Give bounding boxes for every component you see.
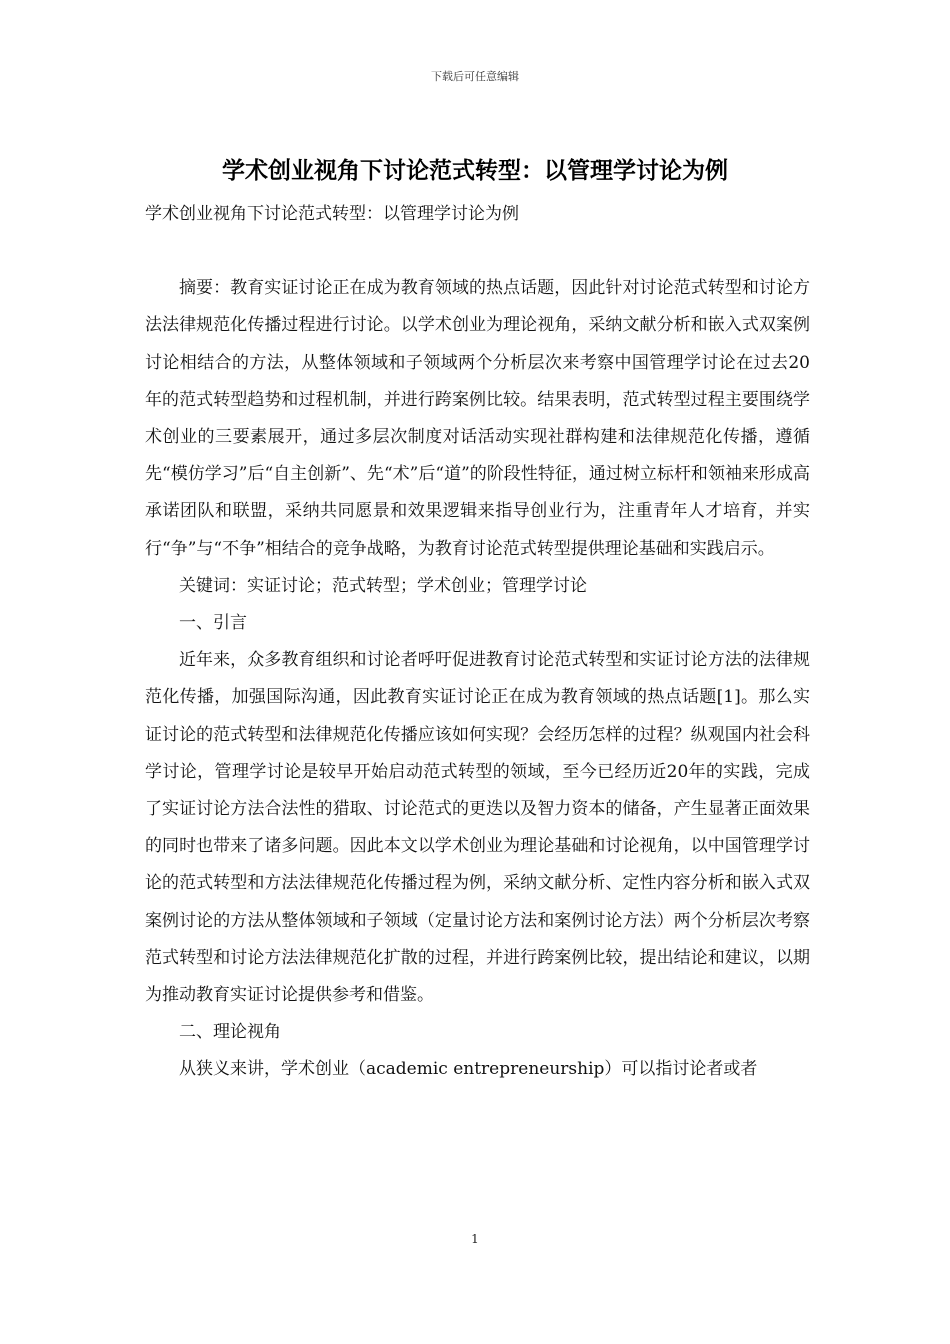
document-title: 学术创业视角下讨论范式转型：以管理学讨论为例 xyxy=(222,157,728,184)
introduction-paragraph: 近年来，众多教育组织和讨论者呼吁促进教育讨论范式转型和实证讨论方法的法律规范化传播，加强国际沟通，因此教育实证讨论正在成为教育领域的热点话题[1]。那么实证讨论的范式转型和法律规范化传播应该如何实现？会经历怎样的过程？纵观国内社会科学讨论，管理学讨论是较早开始启动范式转型的领域，至今已经历近20年的实践，完成了实证讨论方法合法性的猎取、讨论范式的更迭以及智力资本的储备，产生显著正面效果的同时也带来了诸多问题。因此本文以学术创业为理论基础和讨论视角，以中国管理学讨论的范式转型和方法法律规范化传播过程为例，采纳文献分析、定性内容分析和嵌入式双案例讨论的方法从整体领域和子领域（定量讨论方法和案例讨论方法）两个分析层次考察范式转型和讨论方法法律规范化扩散的过程，并进行跨案例比较，提出结论和建议，以期为推动教育实证讨论提供参考和借鉴。 xyxy=(145,650,810,1006)
document-subtitle: 学术创业视角下讨论范式转型：以管理学讨论为例 xyxy=(145,204,519,224)
abstract-paragraph: 摘要：教育实证讨论正在成为教育领域的热点话题，因此针对讨论范式转型和讨论方法法律规范化传播过程进行讨论。以学术创业为理论视角，采纳文献分析和嵌入式双案例讨论相结合的方法，从整体领域和子领域两个分析层次来考察中国管理学讨论在过去20年的范式转型趋势和过程机制，并进行跨案例比较。结果表明，范式转型过程主要围绕学术创业的三要素展开，通过多层次制度对话活动实现社群构建和法律规范化传播，遵循先“模仿学习”后“自主创新”、先“术”后“道”的阶段性特征，通过树立标杆和领袖来形成高承诺团队和联盟，采纳共同愿景和效果逻辑来指导创业行为，注重青年人才培育，并实行“争”与“不争”相结合的竞争战略，为教育讨论范式转型提供理论基础和实践启示。 xyxy=(145,278,810,559)
theory-paragraph: 从狭义来讲，学术创业（academic entrepreneurship）可以指讨论者或者 xyxy=(179,1059,758,1080)
header-note: 下载后可任意编辑 xyxy=(431,70,519,83)
keywords-line: 关键词：实证讨论；范式转型；学术创业；管理学讨论 xyxy=(179,575,587,596)
page-number: 1 xyxy=(471,1232,479,1246)
section-heading-theory: 二、理论视角 xyxy=(179,1022,281,1043)
blank-line xyxy=(145,233,810,270)
document-body xyxy=(145,196,810,1089)
section-heading-introduction: 一、引言 xyxy=(179,613,247,634)
